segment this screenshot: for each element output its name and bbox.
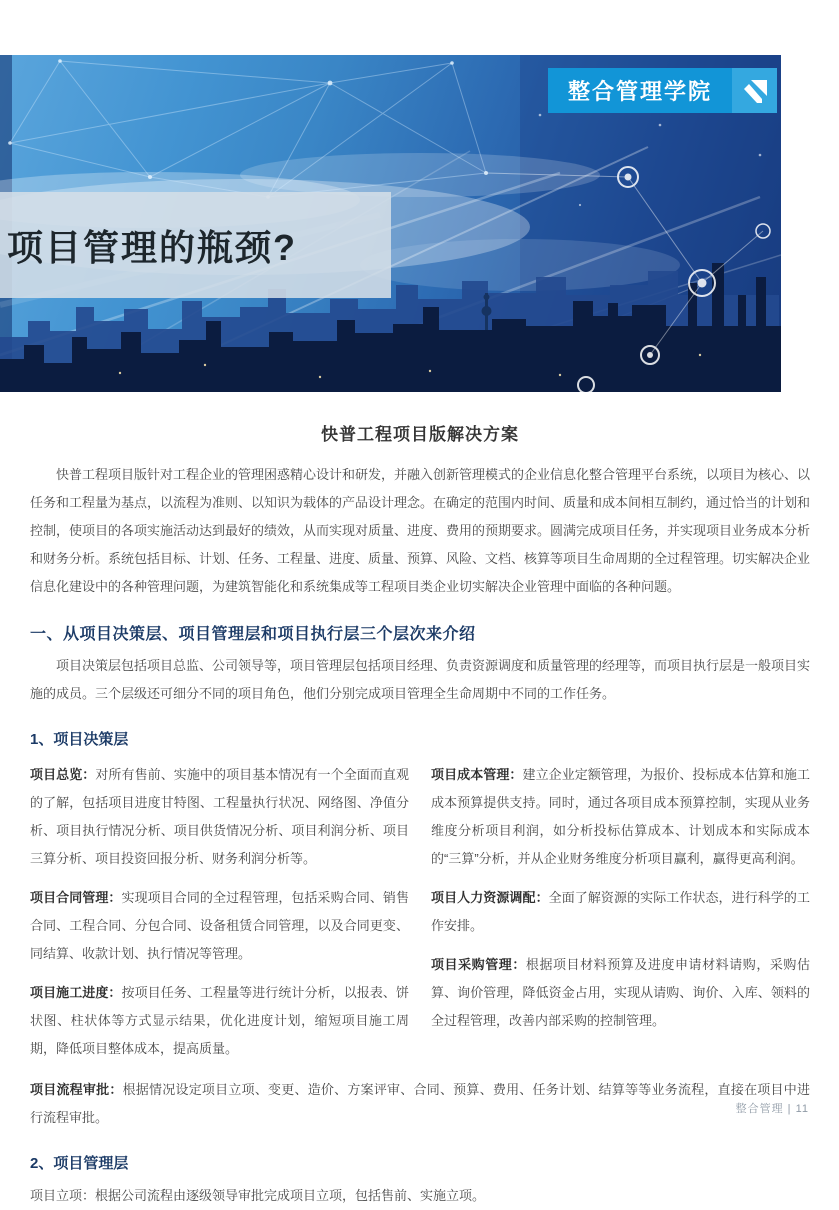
item-label: 项目人力资源调配： xyxy=(431,890,549,905)
item-text: 根据情况设定项目立项、变更、造价、方案评审、合同、预算、费用、任务计划、结算等等业务流程，直接在项目中进行流程审批。 xyxy=(30,1082,810,1125)
list-item xyxy=(431,884,810,940)
item-text: 建立企业定额管理，为报价、投标成本估算和施工成本预算提供支持。同时，通过各项目成本预算控制，实现从业务维度分析项目利润，如分析投标估算成本、计划成本和实际成本的“三算”分析，并从企业财务维度分析项目赢利，赢得更高利润。 xyxy=(431,767,810,866)
subsection-heading-1: 1、项目决策层 xyxy=(30,731,129,748)
item-label: 项目施工进度： xyxy=(30,985,122,1000)
two-column-list xyxy=(30,761,810,1074)
left-column xyxy=(30,761,409,1074)
hero-title: 项目管理的瓶颈? xyxy=(7,226,297,268)
section-heading: 一、从项目决策层、项目管理层和项目执行层三个层次来介绍 xyxy=(30,626,476,643)
hero-image xyxy=(0,55,781,392)
college-badge xyxy=(548,68,777,113)
project-initiation-paragraph: 项目立项：根据公司流程由逐级领导审批完成项目立项，包括售前、实施立项。 xyxy=(30,1188,486,1203)
item-text: 实现项目合同的全过程管理，包括采购合同、销售合同、工程合同、分包合同、设备租赁合同管理，以及合同更变、同结算、收款计划、执行情况等管理。 xyxy=(30,890,409,961)
list-item xyxy=(30,884,409,968)
subsection-heading-2: 2、项目管理层 xyxy=(30,1155,129,1172)
item-text: 对所有售前、实施中的项目基本情况有一个全面而直观的了解，包括项目进度甘特图、工程量执行状况、网络图、净值分析、项目执行情况分析、项目供货情况分析、项目利润分析、项目三算分析、项目投资回报分析、财务利润分析等。 xyxy=(30,767,409,866)
item-label: 项目采购管理： xyxy=(431,957,526,972)
item-text: 按项目任务、工程量等进行统计分析，以报表、饼状图、柱状体等方式显示结果，优化进度计划，缩短项目施工周期，降低项目整体成本，提高质量。 xyxy=(30,985,409,1056)
list-item xyxy=(431,761,810,873)
item-label: 项目总览： xyxy=(30,767,96,782)
badge-logo xyxy=(732,68,777,113)
list-item xyxy=(431,951,810,1035)
list-item xyxy=(30,761,409,873)
item-label: 项目合同管理： xyxy=(30,890,122,905)
arrow-logo-icon xyxy=(741,77,769,105)
page-footer: 整合管理 | 11 xyxy=(735,1103,809,1115)
item-text: 根据项目材料预算及进度申请材料请购，采购估算、询价管理，降低资金占用，实现从请购、询价、入库、领料的全过程管理，改善内部采购的控制管理。 xyxy=(431,957,810,1028)
item-label: 项目成本管理： xyxy=(431,767,523,782)
flow-approval-item xyxy=(30,1076,810,1132)
section-paragraph: 项目决策层包括项目总监、公司领导等，项目管理层包括项目经理、负责资源调度和质量管理的经理等，而项目执行层是一般项目实施的成员。三个层级还可细分不同的项目角色，他们分别完成项目管理全生命周期中不同的工作任务。 xyxy=(30,658,811,701)
item-text: 全面了解资源的实际工作状态，进行科学的工作安排。 xyxy=(431,890,810,933)
list-item xyxy=(30,979,409,1063)
intro-paragraph: 快普工程项目版针对工程企业的管理困惑精心设计和研发，并融入创新管理模式的企业信息化整合管理平台系统，以项目为核心、以任务和工程量为基点，以流程为准则、以知识为载体的产品设计理念。在确定的范围内时间、质量和成本间相互制约，通过恰当的计划和控制，使项目的各项实施活动达到最好的绩效，从而实现对质量、进度、费用的预期要求。圆满完成项目任务，并实现项目业务成本分析和财务分析。系统包括目标、计划、任务、工程量、进度、质量、预算、风险、文档、核算等项目生命周期的全过程管理。切实解决企业信息化建设中的各种管理问题，为建筑智能化和系统集成等工程项目类企业切实解决企业管理中面临的各种问题。 xyxy=(30,467,811,594)
page-content xyxy=(30,392,810,1210)
college-badge-label: 整合管理学院 xyxy=(548,68,732,113)
doc-title: 快普工程项目版解决方案 xyxy=(321,425,519,444)
right-column xyxy=(431,761,810,1074)
hero-title-box xyxy=(0,192,391,298)
item-label: 项目流程审批： xyxy=(30,1082,123,1097)
